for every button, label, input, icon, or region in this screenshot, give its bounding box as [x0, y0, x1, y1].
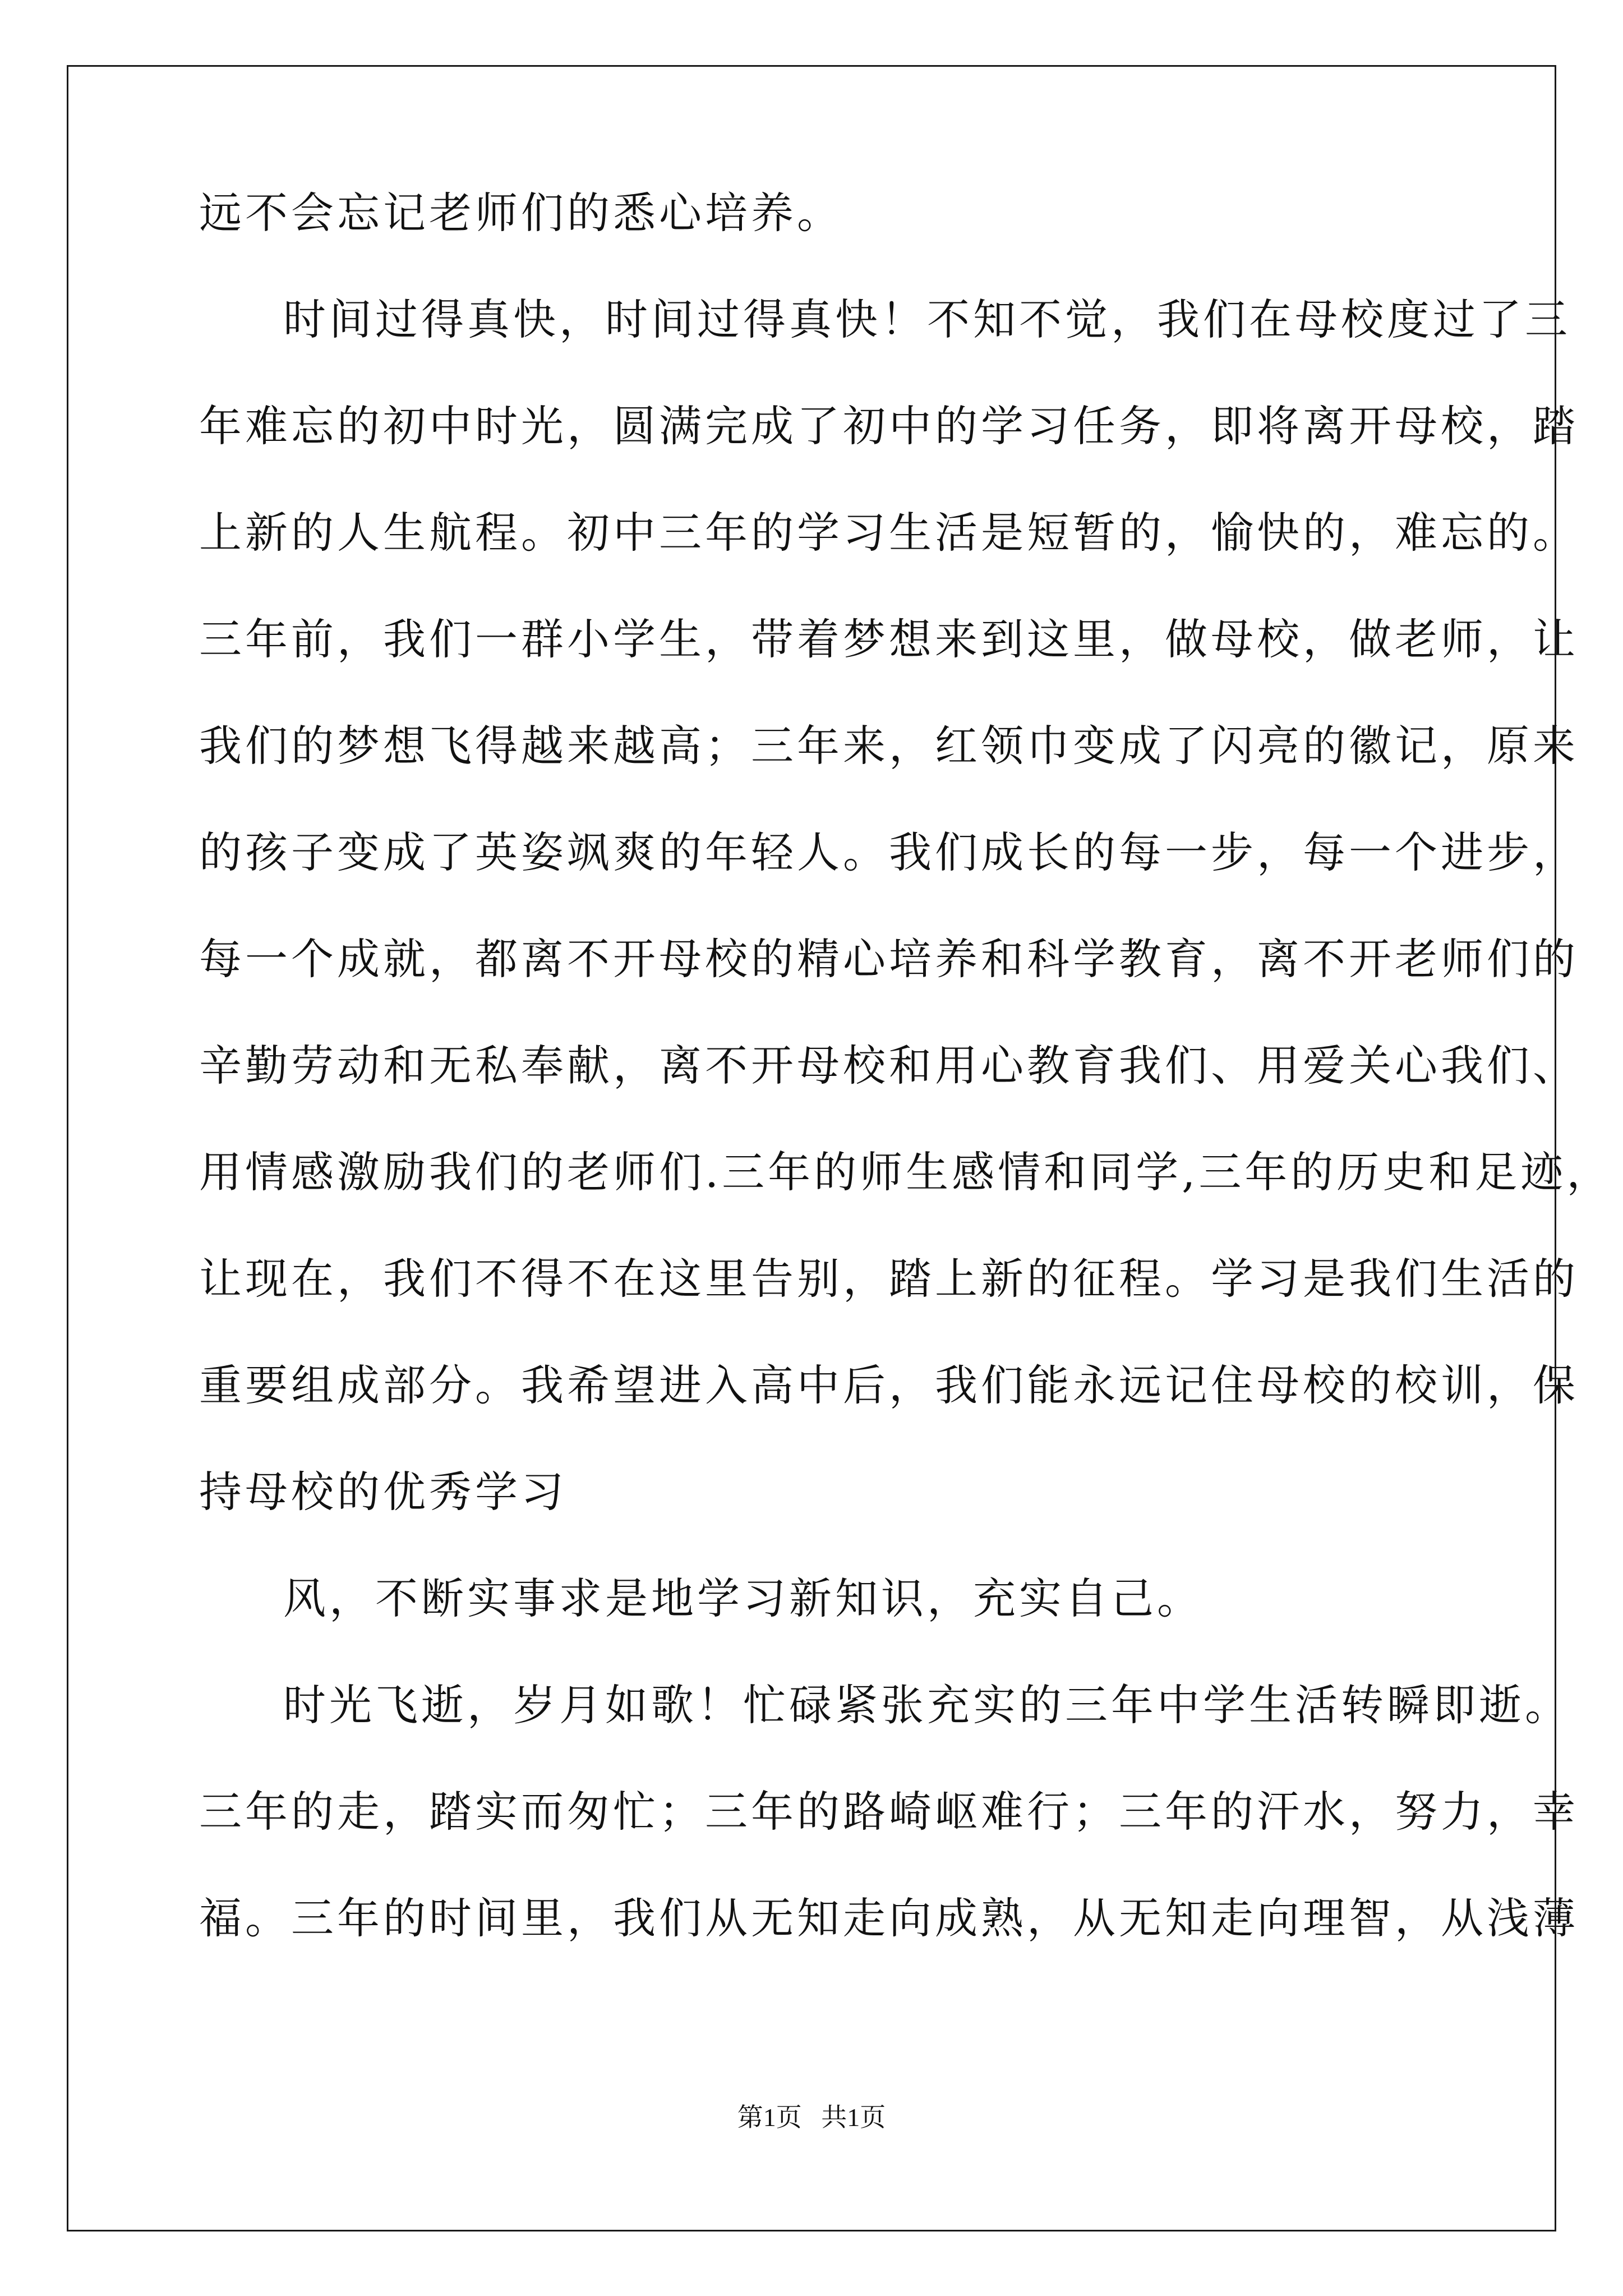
text-line: 每一个成就，都离不开母校的精心培养和科学教育，离不开老师们的 — [199, 934, 1579, 984]
text-line: 三年的走，踏实而匆忙；三年的路崎岖难行；三年的汗水，努力，幸 — [199, 1787, 1579, 1837]
paragraph-first-line: 风，不断实事求是地学习新知识，充实自己。 — [283, 1573, 1203, 1623]
text-line: 持母校的优秀学习 — [199, 1467, 567, 1517]
text-line: 年难忘的初中时光，圆满完成了初中的学习任务，即将离开母校，踏 — [199, 401, 1579, 451]
text-line: 重要组成部分。我希望进入高中后，我们能永远记住母校的校训，保 — [199, 1360, 1579, 1410]
text-line: 的孩子变成了英姿飒爽的年轻人。我们成长的每一步，每一个进步， — [199, 827, 1579, 877]
text-line: 上新的人生航程。初中三年的学习生活是短暂的，愉快的，难忘的。 — [199, 508, 1579, 558]
text-line: 辛勤劳动和无私奉献，离不开母校和用心教育我们、用爱关心我们、 — [199, 1041, 1579, 1091]
text-line: 让现在，我们不得不在这里告别，踏上新的征程。学习是我们生活的 — [199, 1254, 1579, 1304]
text-line: 我们的梦想飞得越来越高；三年来，红领巾变成了闪亮的徽记，原来 — [199, 721, 1579, 771]
page-number-footer: 第1页 共1页 — [737, 2103, 886, 2132]
text-line: 用情感激励我们的老师们.三年的师生感情和同学,三年的历史和足迹， — [199, 1147, 1613, 1197]
text-line: 三年前，我们一群小学生，带着梦想来到这里，做母校，做老师，让 — [199, 614, 1579, 664]
text-line: 远不会忘记老师们的悉心培养。 — [199, 188, 843, 238]
paragraph-first-line: 时间过得真快，时间过得真快！不知不觉，我们在母校度过了三 — [283, 295, 1571, 344]
paragraph-first-line: 时光飞逝，岁月如歌！忙碌紧张充实的三年中学生活转瞬即逝。 — [283, 1680, 1571, 1730]
text-line: 福。三年的时间里，我们从无知走向成熟，从无知走向理智，从浅薄 — [199, 1893, 1579, 1943]
